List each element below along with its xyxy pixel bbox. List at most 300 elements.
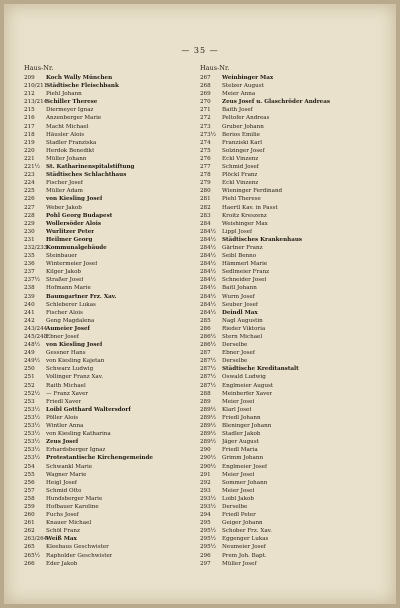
house-number: 227 [24,204,35,211]
owner-name: Meier Josef [222,398,255,405]
list-item [24,479,192,487]
owner-name: — Franz Xaver [46,390,89,397]
list-item [200,74,368,82]
list-item [24,276,192,284]
owner-name: Weiß Max [46,536,77,543]
list-item [200,106,368,114]
owner-name: Wollersöder Alois [46,220,102,227]
owner-name: Bleninger Johann [222,423,272,430]
owner-name: Friedl Maria [222,447,258,454]
list-item [200,147,368,155]
owner-name: Hämmerl Marie [222,261,268,268]
list-item [200,552,368,560]
owner-name: Pöller Alois [46,414,79,421]
owner-name: Loibl Gotthard Waltersdorf [46,406,131,413]
house-number: 209 [24,75,35,81]
house-number: 230 [24,228,35,235]
owner-name: Schneider Josef [222,277,267,284]
page-number: — 35 — [181,46,219,55]
list-item [24,284,192,292]
right-rows [200,74,368,568]
house-number: 284½ [200,236,217,243]
list-item [200,495,368,503]
list-item [200,519,368,527]
house-number: 289½ [200,406,217,413]
owner-name: Franziski Karl [222,139,263,146]
owner-name: Ebner Josef [46,334,79,340]
list-item [24,495,192,503]
house-number: 253½ [24,423,41,430]
house-number: 269 [200,91,211,98]
house-number: 275 [200,147,211,154]
house-number: 286½ [200,334,217,340]
list-item [200,406,368,414]
house-number: 237 [24,269,35,276]
owner-name: Zeus Josef u. Glaschröder Andreas [222,99,330,106]
house-number: 295½ [200,536,217,543]
list-item [24,373,192,381]
house-number: 239 [24,293,35,300]
house-number: 232/233 [24,244,48,251]
list-item [200,430,368,438]
list-item [24,438,192,446]
house-number: 260 [24,512,35,519]
owner-name: Meier Anna [222,91,256,98]
owner-name: Müller Josef [222,560,257,567]
house-number: 238 [24,285,35,292]
owner-name: Schöl Franz [46,528,80,535]
right-column-header: Haus-Nr. [200,64,230,72]
list-item [24,147,192,155]
list-item [200,163,368,171]
owner-name: Protestantische Kirchengemeinde [46,455,153,462]
owner-name: Weber Jakob [46,204,82,211]
owner-name: Stelzer August [222,83,264,90]
house-number: 237½ [24,277,41,284]
list-item [24,382,192,390]
owner-name: von Kiesling Josef [46,342,103,349]
owner-name: Berios Emilie [222,131,260,138]
owner-name: Piehl Therese [222,196,261,203]
list-item [200,244,368,252]
house-number: 283 [200,212,211,219]
owner-name: Erhardsberger Ignaz [46,447,106,454]
list-item [200,301,368,309]
list-item [200,349,368,357]
list-item [24,519,192,527]
house-number: 274 [200,139,211,146]
owner-name: St. Katharinenspitalstiftung [46,164,135,171]
house-number: 287½ [200,382,217,389]
owner-name: Haertl Kav. in Passt [222,204,278,211]
list-item [24,195,192,203]
owner-name: Heigl Josef [46,479,77,486]
list-item [200,212,368,220]
house-number: 263/264 [24,536,48,543]
list-item [200,422,368,430]
house-number: 295½ [200,528,217,535]
house-number: 235 [24,253,35,260]
owner-name: Wagner Marie [46,471,87,478]
list-item [24,325,192,333]
owner-name: Schmid Josef [222,164,259,171]
house-number: 278 [200,172,211,179]
house-number: 289½ [200,431,217,438]
house-number: 290 [200,447,211,454]
list-item [200,236,368,244]
owner-name: Baith Josef [222,107,253,114]
owner-name: Fuchs Josef [46,512,79,519]
house-number: 281 [200,196,211,203]
house-number: 221½ [24,164,41,171]
owner-name: Wintler Anna [46,423,84,430]
house-number: 290½ [200,463,217,470]
list-item [24,398,192,406]
house-number: 289½ [200,423,217,430]
house-number: 287½ [200,374,217,381]
list-item [24,114,192,122]
house-number: 213/214 [24,99,48,106]
house-number: 287½ [200,366,217,373]
list-item [200,414,368,422]
list-item [200,131,368,139]
house-number: 253½ [24,447,41,454]
house-number: 284½ [200,301,217,308]
house-number: 267 [200,75,211,81]
house-number: 221 [24,155,35,162]
list-item [24,252,192,260]
list-item [200,503,368,511]
house-number: 288 [200,390,211,397]
list-item [24,155,192,163]
owner-name: Wurm Josef [222,293,255,300]
owner-name: Friedl Peter [222,512,256,519]
list-item [200,252,368,260]
house-number: 287½ [200,358,217,365]
house-number: 293½ [200,495,217,502]
list-item [200,82,368,90]
owner-name: Lippl Josef [222,228,253,235]
house-number: 243/244 [24,325,48,332]
owner-name: Koch Wally München [46,75,113,81]
owner-name: Grimm Johann [222,455,264,462]
house-number: 295½ [200,544,217,551]
list-item [200,123,368,131]
list-item [24,220,192,228]
owner-name: Raith Michael [46,382,86,389]
list-item [24,74,192,82]
house-number: 289½ [200,414,217,421]
house-number: 218 [24,131,35,138]
house-number: 253½ [24,455,41,462]
house-number: 226 [24,196,35,203]
house-number: 273½ [200,131,217,138]
owner-name: Aumeier Josef [46,325,90,332]
list-item [200,276,368,284]
owner-name: Geng Magdalena [46,317,95,324]
owner-name: von Kiesling Kajetan [46,358,105,365]
owner-name: Friedl Xaver [46,398,82,405]
list-item [24,527,192,535]
owner-name: Schober Frz. Xav. [222,528,272,535]
house-number: 271 [200,107,211,114]
list-item [24,309,192,317]
owner-name: Deindl Max [222,309,258,316]
list-item [24,503,192,511]
owner-name: Kleebaus Geschwister [46,544,109,551]
owner-name: Meinberfer Xaver [222,390,273,397]
house-number: 240 [24,301,35,308]
list-item [200,463,368,471]
owner-name: Steinbauer [46,253,78,260]
list-item [200,398,368,406]
list-item [24,82,192,90]
owner-name: Kilger Jakob [46,269,82,276]
list-item [200,527,368,535]
house-number: 282 [200,204,211,211]
house-number: 219 [24,139,35,146]
owner-name: von Kiesling Katharina [46,431,111,438]
owner-name: Stadler Jakob [222,431,261,438]
owner-name: Schleberer Lukas [46,301,96,308]
house-number: 280 [200,188,211,195]
house-number: 284½ [200,277,217,284]
house-number: 258 [24,495,35,502]
house-number: 252½ [24,390,41,397]
owner-name: Herdok Benedikt [46,147,95,154]
list-item [200,479,368,487]
list-item [200,438,368,446]
list-item [200,220,368,228]
house-number: 284½ [200,228,217,235]
owner-name: Ebner Josef [222,350,255,357]
house-number: 284½ [200,253,217,260]
owner-name: Englmeier Josef [222,463,268,470]
list-item [200,382,368,390]
list-item [24,163,192,171]
owner-name: Klarl Josef [222,406,252,413]
owner-name: Fischer Alois [46,309,83,316]
list-item [24,228,192,236]
house-number: 256 [24,479,35,486]
owner-name: Derselbe [222,342,248,349]
house-number: 259 [24,503,35,510]
list-item [200,543,368,551]
house-number: 293½ [200,503,217,510]
left-column [24,64,192,568]
list-item [24,204,192,212]
owner-name: Meier Josef [222,487,255,494]
list-item [24,236,192,244]
owner-name: Städtische Kreditanstalt [222,366,299,373]
list-item [24,552,192,560]
house-number: 262 [24,528,35,535]
list-item [24,260,192,268]
list-item [24,90,192,98]
owner-name: Eder Jakob [46,560,78,567]
house-number: 252 [24,382,35,389]
list-item [24,349,192,357]
owner-name: Baumgartner Frz. Xav. [46,293,117,300]
list-item [24,414,192,422]
owner-name: Hundsberger Marie [46,495,103,502]
owner-name: Hofbauer Karoline [46,503,99,510]
owner-name: Kommunalgebäude [46,244,107,251]
house-number: 277 [200,164,211,171]
list-item [24,212,192,220]
house-number: 293 [200,487,211,494]
list-item [24,317,192,325]
owner-name: Englmeier August [222,382,274,389]
list-item [200,333,368,341]
list-item [24,463,192,471]
owner-name: Prem Joh. Bapt. [222,552,267,559]
list-item [200,560,368,568]
house-number: 250 [24,366,35,373]
owner-name: Oswald Ludwig [222,374,266,381]
owner-name: Schwarz Ludwig [46,366,94,373]
list-item [24,446,192,454]
owner-name: Wurlitzer Peter [46,228,95,235]
owner-name: Städtische Fleischbank [46,83,119,90]
house-number: 270 [200,99,211,106]
owner-name: Sedlmeier Franz [222,269,270,276]
list-item [200,195,368,203]
list-item [200,228,368,236]
list-item [200,98,368,106]
owner-name: Derselbe [222,503,248,510]
owner-name: Schmid Otto [46,487,82,494]
list-item [200,341,368,349]
owner-name: Solzinger Josef [222,147,265,154]
house-number: 296 [200,552,211,559]
list-item [200,309,368,317]
list-item [24,187,192,195]
house-number: 241 [24,309,35,316]
list-item [200,373,368,381]
owner-name: Rieder Viktoria [222,325,266,332]
owner-name: Gärtner Franz [222,244,263,251]
house-number: 292 [200,479,211,486]
owner-name: Jäger August [222,439,259,446]
list-item [200,511,368,519]
owner-name: Peltofer Andreas [222,115,270,122]
house-number: 284 [200,220,211,227]
right-column [200,64,368,568]
house-number: 284½ [200,293,217,300]
house-number: 242 [24,317,35,324]
house-number: 290½ [200,455,217,462]
owner-name: Anzenberger Marie [46,115,102,122]
list-item [200,114,368,122]
house-number: 249½ [24,358,41,365]
house-number: 229 [24,220,35,227]
owner-name: Kroitz Kreszenz [222,212,267,219]
house-number: 284½ [200,285,217,292]
house-number: 273 [200,123,211,130]
house-number: 231 [24,236,35,243]
house-number: 257 [24,487,35,494]
list-item [24,301,192,309]
house-number: 265½ [24,552,41,559]
owner-name: Straßer Josef [46,277,84,284]
owner-name: Sommer Johann [222,479,268,486]
book-page [4,4,396,604]
house-number: 289½ [200,439,217,446]
list-item [200,171,368,179]
house-number: 253½ [24,431,41,438]
owner-name: Eckl Vinzenz [222,180,259,187]
owner-name: Hofmann Marie [46,285,91,292]
house-number: 255 [24,471,35,478]
list-item [24,293,192,301]
house-number: 253 [24,398,35,405]
house-number: 266 [24,560,35,567]
left-column-header: Haus-Nr. [24,64,54,72]
owner-name: Schiller Therese [46,99,98,106]
house-number: 224 [24,180,35,187]
house-number: 251 [24,374,35,381]
house-number: 284½ [200,244,217,251]
owner-name: Eckl Vinzenz [222,155,259,162]
house-number: 291 [200,471,211,478]
owner-name: Baitl Johann [222,285,257,292]
owner-name: Geiger Johann [222,520,263,527]
house-number: 276 [200,155,211,162]
owner-name: Städtisches Schlachthaus [46,172,127,179]
owner-name: Loibl Jakob [222,495,254,502]
list-item [200,446,368,454]
list-item [24,131,192,139]
list-item [200,139,368,147]
owner-name: Schwankl Marie [46,463,93,470]
list-item [24,268,192,276]
house-number: 253½ [24,439,41,446]
list-item [24,123,192,131]
house-number: 212 [24,91,35,98]
list-item [200,535,368,543]
list-item [200,293,368,301]
list-item [200,90,368,98]
list-item [200,204,368,212]
list-item [24,543,192,551]
list-item [24,422,192,430]
list-item [24,341,192,349]
owner-name: Fischer Josef [46,180,83,187]
list-item [24,139,192,147]
owner-name: Müller Adam [46,188,83,195]
owner-name: Seuber Josef [222,301,258,308]
house-number: 295 [200,520,211,527]
house-number: 217 [24,123,35,130]
house-number: 254 [24,463,35,470]
owner-name: Macht Michael [46,123,89,130]
owner-name: Piehl Johann [46,91,82,98]
list-item [24,511,192,519]
house-number: 265 [24,544,35,551]
list-item [200,365,368,373]
house-number: 279 [200,180,211,187]
house-number: 225 [24,188,35,195]
list-item [24,244,192,252]
house-number: 284½ [200,269,217,276]
owner-name: Knauer Michael [46,520,92,527]
list-item [200,390,368,398]
house-number: 286 [200,325,211,332]
house-number: 297 [200,560,211,567]
owner-name: Diermeyer Ignaz [46,107,94,114]
list-item [24,98,192,106]
